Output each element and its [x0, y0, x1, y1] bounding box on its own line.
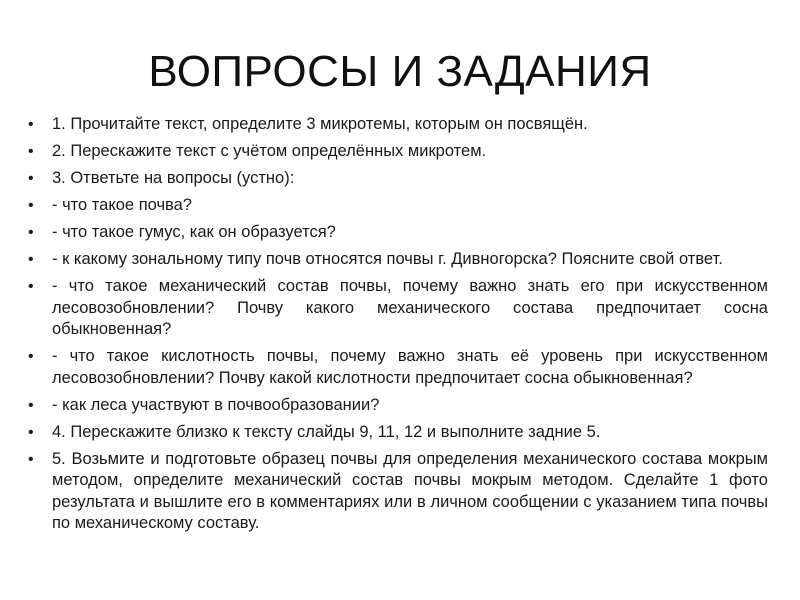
list-item	[26, 422, 768, 444]
list-item	[26, 114, 768, 136]
list-item	[26, 168, 768, 190]
list-item-text: - что такое кислотность почвы, почему важно знать её уровень при искусственном лесовозобновлении? Почву какой кислотности предпочитает сосна обыкновенная?	[52, 347, 768, 387]
bullet-dot-icon: •	[28, 224, 34, 241]
list-item	[26, 449, 768, 535]
bullet-dot-icon: •	[28, 170, 34, 187]
list-item-text: - что такое механический состав почвы, почему важно знать его при искусственном лесовозобновлении? Почву какого механического состава предпочитает сосна обыкновенная?	[52, 277, 768, 338]
list-item	[26, 249, 768, 271]
bullet-list	[26, 114, 768, 540]
list-item-text: 1. Прочитайте текст, определите 3 микротемы, которым он посвящён.	[52, 115, 588, 133]
list-item-text: - что такое гумус, как он образуется?	[52, 223, 336, 241]
list-item-text: 5. Возьмите и подготовьте образец почвы для определения механического состава мокрым методом, определите механический состав почвы мокрым методом. Сделайте 1 фото результата и вышлите его в комментариях или в личном сообщении с указанием типа почвы по механическому составу.	[52, 449, 768, 532]
list-item	[26, 141, 768, 163]
slide-title: ВОПРОСЫ И ЗАДАНИЯ	[148, 47, 652, 96]
list-item-text: 2. Перескажите текст с учётом определённых микротем.	[52, 142, 487, 160]
list-item	[26, 276, 768, 341]
list-item	[26, 346, 768, 389]
bullet-dot-icon: •	[28, 143, 34, 160]
list-item	[26, 395, 768, 417]
list-item-text: - что такое почва?	[52, 196, 192, 214]
list-item-text: 3. Ответьте на вопросы (устно):	[52, 169, 295, 187]
bullet-dot-icon: •	[28, 348, 34, 365]
bullet-dot-icon: •	[28, 423, 34, 441]
list-item-text: - как леса участвуют в почвообразовании?	[52, 395, 380, 414]
list-item-text: 4. Перескажите близко к тексту слайды 9, 11, 12 и выполните задние 5.	[52, 422, 601, 441]
list-item	[26, 222, 768, 244]
list-item	[26, 195, 768, 217]
list-item-text: - к какому зональному типу почв относятся почвы г. Дивногорска? Поясните свой ответ.	[52, 250, 723, 268]
bullet-dot-icon: •	[28, 251, 34, 268]
bullet-dot-icon: •	[28, 197, 34, 214]
bullet-dot-icon: •	[28, 396, 34, 414]
bullet-dot-icon: •	[28, 278, 34, 295]
bullet-dot-icon: •	[28, 116, 34, 133]
bullet-dot-icon: •	[28, 450, 34, 468]
